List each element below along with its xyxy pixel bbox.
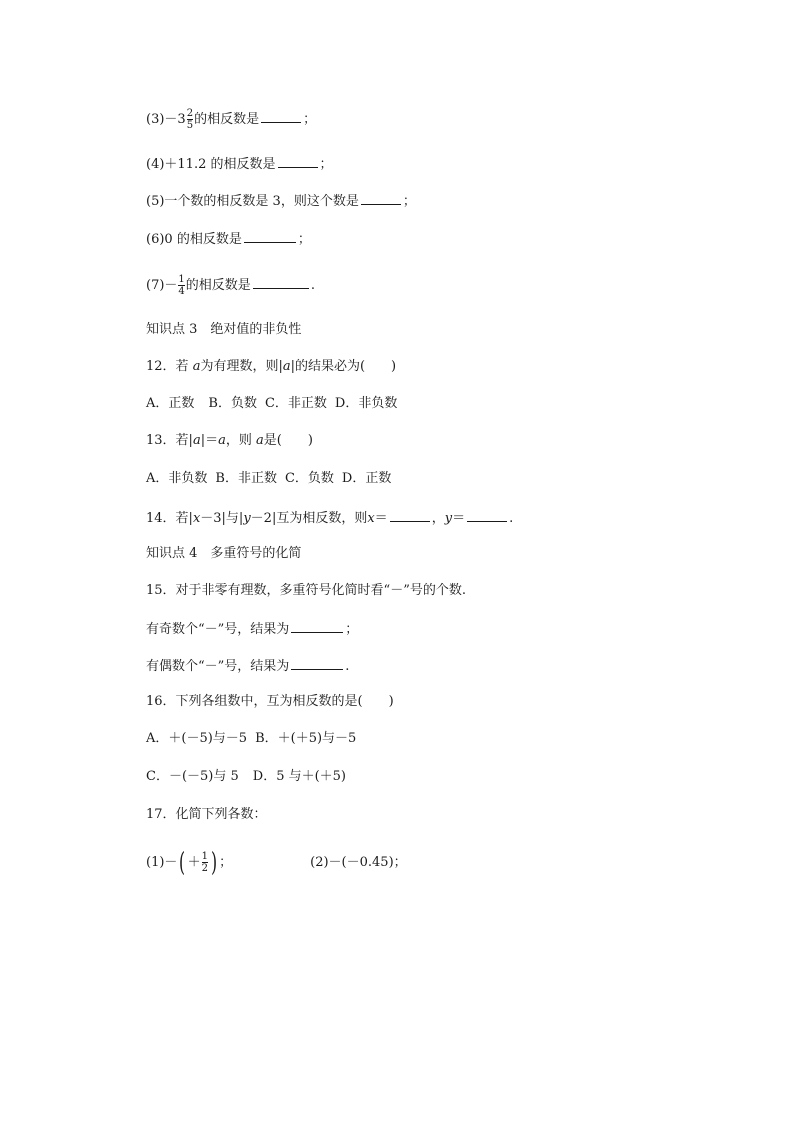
q12-stem: 12．若 a为有理数，则|a|的结果必为( ) xyxy=(146,359,397,374)
q11-item6: (6)0 的相反数是 ； xyxy=(146,228,311,248)
answer-blank[interactable] xyxy=(278,153,318,168)
option-d[interactable]: D．5 与＋(＋5) xyxy=(252,769,347,784)
q13-options xyxy=(146,469,391,489)
q15-stem: 15．对于非零有理数，多重符号化简时看“－”号的个数. xyxy=(146,583,466,598)
answer-blank-y[interactable] xyxy=(467,507,507,522)
fraction: $\frac{2}{5}$ xyxy=(186,108,194,131)
q16-stem: 16．下列各组数中，互为相反数的是( ) xyxy=(146,694,394,709)
fraction: $\frac{1}{2}$ xyxy=(201,851,208,874)
option-b[interactable]: B．非正数 xyxy=(215,471,277,486)
option-c[interactable]: C．－(－5)与 5 xyxy=(146,769,239,784)
option-c[interactable]: C．负数 xyxy=(284,471,334,486)
option-b[interactable]: B．＋(＋5)与－5 xyxy=(255,731,357,746)
q11-item7: (7)－ $\frac{1}{4}$ 的相反数是 . xyxy=(146,274,315,297)
q11-item5: (5)一个数的相反数是 3，则这个数是 ； xyxy=(146,190,416,210)
answer-blank[interactable] xyxy=(361,190,401,205)
q17-item2: (2)－(－0.45)； xyxy=(310,855,407,870)
answer-blank[interactable] xyxy=(261,108,301,123)
answer-blank-x[interactable] xyxy=(390,507,430,522)
q14-stem: 14．若|x－3|与|y－2|互为相反数，则x＝ ，y＝ . xyxy=(146,507,513,527)
q16-options-row1 xyxy=(146,729,356,749)
answer-blank[interactable] xyxy=(291,618,343,633)
q12-options xyxy=(146,394,397,414)
answer-blank[interactable] xyxy=(253,274,309,289)
option-d[interactable]: D．非负数 xyxy=(334,396,398,411)
q16-options-row2 xyxy=(146,767,346,787)
q11-item4: (4)＋11.2 的相反数是 ； xyxy=(146,153,333,173)
q17-stem: 17．化简下列各数： xyxy=(146,807,267,822)
section-heading-4: 知识点 4 多重符号的化简 xyxy=(146,546,302,561)
q11-item3: (3)－3 $\frac{2}{5}$ 的相反数是 ； xyxy=(146,108,317,131)
q15-line1: 有奇数个“－”号，结果为 ； xyxy=(146,618,358,638)
option-d[interactable]: D．正数 xyxy=(341,471,392,486)
option-a[interactable]: A．正数 xyxy=(146,396,195,411)
fraction: $\frac{1}{4}$ xyxy=(178,274,185,297)
q17-items: (1)－( ＋ $\frac{1}{2}$ ) ； (2)－(－0.45)； xyxy=(146,847,407,878)
option-a[interactable]: A．＋(－5)与－5 xyxy=(146,731,248,746)
section-heading-3: 知识点 3 绝对值的非负性 xyxy=(146,322,302,337)
answer-blank[interactable] xyxy=(291,655,343,670)
q13-stem: 13．若|a|＝a，则 a是( ) xyxy=(146,433,313,448)
option-a[interactable]: A．非负数 xyxy=(146,471,208,486)
option-c[interactable]: C．非正数 xyxy=(264,396,327,411)
q15-line2: 有偶数个“－”号，结果为 . xyxy=(146,655,349,675)
option-b[interactable]: B．负数 xyxy=(208,396,257,411)
answer-blank[interactable] xyxy=(244,228,296,243)
